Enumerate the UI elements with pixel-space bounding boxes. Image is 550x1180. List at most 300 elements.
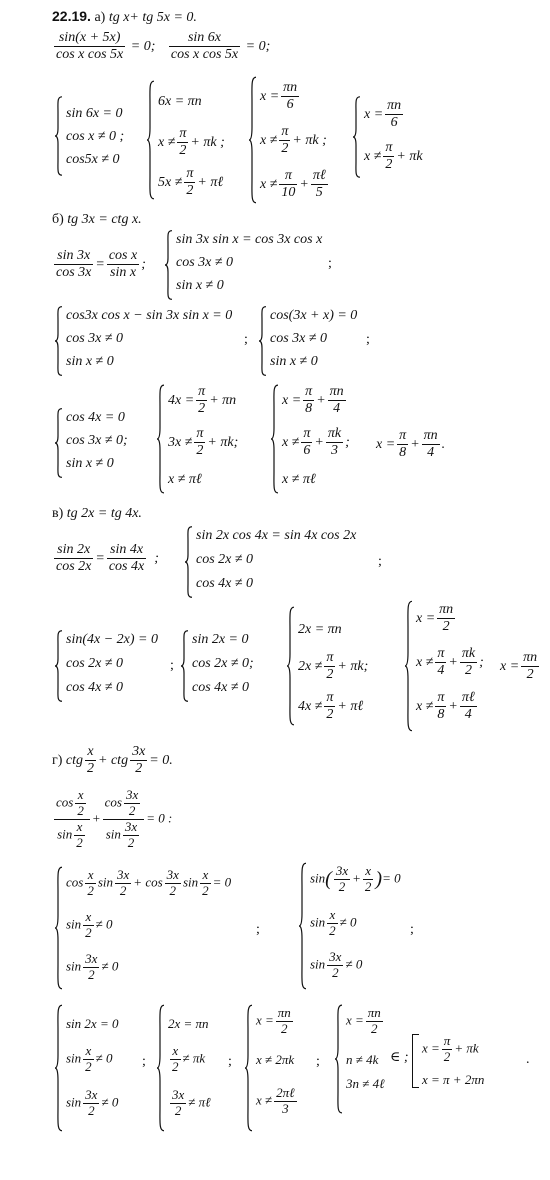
g-system-4: [156, 1004, 232, 1132]
a-s2-frac2: [184, 166, 195, 199]
two: 2: [127, 834, 135, 850]
pi: π: [184, 166, 195, 183]
bracket-icon: [412, 1034, 419, 1088]
a-s2-row2: [158, 126, 225, 159]
g-s2-row3: [310, 950, 362, 981]
g-system-3: [54, 1004, 144, 1132]
pik: πk: [326, 426, 343, 443]
b-answer: [376, 428, 445, 461]
brace-icon: [258, 306, 267, 376]
g-s4-row3: [168, 1088, 211, 1119]
x: x: [83, 1044, 94, 1060]
threex: 3x: [130, 744, 147, 761]
two: 2: [338, 878, 346, 894]
threex: 3x: [329, 949, 342, 964]
b-s6-plus2: +: [314, 434, 324, 450]
two: 2: [174, 1102, 182, 1118]
a-s1-row3: cos5x ≠ 0: [66, 152, 120, 167]
g-sub3: [124, 788, 140, 819]
g-s5-row2: x ≠ 2πk: [256, 1052, 295, 1067]
a-s3-frac3: [279, 168, 297, 201]
g-s4-f2: [170, 1088, 186, 1119]
eight: 8: [437, 707, 445, 723]
v-frac-l-num: sin 2x: [54, 542, 93, 559]
v-s3-row1: sin 2x = 0: [192, 632, 249, 647]
twopil: 2πℓ: [276, 1085, 295, 1100]
v-s5-frac3: [460, 646, 477, 679]
two: 2: [326, 707, 334, 723]
g-s1-f6: [83, 952, 99, 983]
two: 2: [77, 802, 84, 818]
b-frac-l: [54, 248, 93, 281]
a-s2-frac: [177, 126, 188, 159]
two: 2: [442, 619, 450, 635]
b-s2-row3: sin x ≠ 0: [66, 354, 114, 369]
two: 2: [172, 1058, 179, 1074]
x-eq: x =: [422, 1040, 440, 1056]
b-s4-row3: sin x ≠ 0: [66, 456, 114, 471]
b-s6-row2: [282, 426, 350, 459]
a-s3-frac2: [279, 124, 290, 157]
g-s1-row3: [66, 952, 118, 983]
b-s4-row2: cos 3x ≠ 0;: [66, 433, 128, 448]
x: x: [83, 910, 94, 926]
a-s3-plus: +: [299, 176, 309, 192]
b-s6-row3: x ≠ πℓ: [282, 472, 316, 487]
b-s6-row1: [282, 384, 348, 417]
threex: 3x: [117, 867, 130, 882]
x: x: [75, 788, 86, 804]
b-s6-plus: +: [316, 392, 326, 408]
two: 2: [385, 157, 393, 173]
v-fraction-line: [52, 542, 159, 575]
v-s5-x: x =: [416, 610, 436, 626]
v-semi-3: ;: [170, 658, 174, 673]
eight: 8: [399, 445, 407, 461]
v-s4-frac2: [324, 690, 335, 723]
b-system-2: [54, 306, 254, 376]
two: 2: [198, 401, 206, 417]
brace-icon: [244, 1004, 253, 1132]
plus-cos: + cos: [133, 874, 163, 890]
v-s5-frac4: [435, 690, 446, 723]
brace-icon: [164, 230, 173, 300]
g-s3-f2: [83, 1088, 99, 1119]
v-frac-r-den: cos 4x: [108, 559, 145, 575]
part-v-header: [52, 506, 142, 523]
b-system-3: [258, 306, 378, 376]
v-s2-row1: sin(4x − 2x) = 0: [66, 632, 158, 647]
v-s1-row1: sin 2x cos 4x = sin 4x cos 2x: [196, 528, 357, 543]
paren-close: ): [375, 867, 383, 890]
a-s3-row1: [260, 80, 301, 113]
pi: π: [435, 646, 446, 663]
b-system-6: [270, 384, 380, 494]
b-s5-frac2: [194, 426, 205, 459]
three: 3: [282, 1100, 289, 1116]
two: 2: [179, 143, 187, 159]
a-frac1-den: cos x cos 5x: [56, 47, 124, 63]
g-s3-f1: [83, 1044, 94, 1075]
b-semi-4: ;: [366, 332, 370, 347]
a-frac2: [169, 30, 240, 63]
v-s5-plus2: +: [448, 698, 458, 714]
g-frac1-num: [54, 788, 90, 820]
v-eq: =: [95, 550, 105, 566]
part-v-label: в): [52, 506, 64, 521]
a-s2-row3: [158, 166, 223, 199]
sin: sin: [105, 826, 121, 842]
b-frac-r-den: sin x: [110, 265, 137, 281]
b-frac-r: [107, 248, 139, 281]
b-s5-3x: 3x ≠: [168, 434, 193, 450]
pi: π: [324, 650, 335, 667]
v-system-2: [54, 630, 174, 702]
v-s2-row2: cos 2x ≠ 0: [66, 656, 124, 671]
g-s5-row1: [256, 1006, 295, 1037]
g-s3-row2: [66, 1044, 113, 1075]
v-system-3: [180, 630, 280, 702]
g-s3-row3: [66, 1088, 118, 1119]
problem-header: [52, 8, 197, 27]
two: 2: [202, 882, 209, 898]
brace-icon: [146, 80, 155, 200]
b-frac-l-num: sin 3x: [54, 248, 93, 265]
two: 2: [85, 924, 92, 940]
x-neq: x ≠: [256, 1092, 273, 1108]
g-eq0-colon: = 0 :: [146, 810, 173, 826]
brace-icon: [156, 384, 165, 494]
b-s5-row2: [168, 426, 238, 459]
eq0: = 0: [212, 874, 232, 890]
brace-icon: [54, 306, 63, 376]
v-s4-row3: [298, 690, 363, 723]
a-s3-row2: [260, 124, 327, 157]
g-sub4: [123, 820, 139, 851]
a-s3-frac1: [281, 80, 299, 113]
v-s4-frac1: [324, 650, 335, 683]
b-eq: =: [95, 256, 105, 272]
g-s1-f4: [200, 868, 211, 899]
pi: π: [279, 124, 290, 141]
g-s2-f1: [334, 864, 350, 895]
brace-icon: [180, 630, 189, 702]
g-semi-5: ;: [316, 1054, 320, 1069]
brace-icon: [184, 526, 193, 598]
four: 4: [333, 401, 341, 417]
v-s5-frac5: [460, 690, 477, 723]
g-s4-f1: [170, 1044, 181, 1075]
a-s2-5x: 5x ≠: [158, 174, 183, 190]
b-system-5: [156, 384, 266, 494]
part-b-equation: tg 3x = ctg x.: [67, 212, 142, 227]
pi: π: [303, 384, 314, 401]
a-s4-pik: + πk: [396, 148, 423, 164]
pi: π: [435, 690, 446, 707]
g-system-2: [298, 862, 428, 990]
g-s2-f4: [327, 950, 343, 981]
g-s1-row2: [66, 910, 113, 941]
v-frac-r: [107, 542, 146, 575]
a-s4-row1: [364, 98, 405, 131]
g-semi-2: ;: [410, 922, 414, 937]
two: 2: [169, 882, 177, 898]
b-system-4: [54, 408, 154, 478]
b-s5-pin: + πn: [209, 392, 237, 408]
b-ans-dot: .: [441, 436, 446, 452]
g-system-5: [244, 1004, 324, 1132]
eq0: = 0: [382, 870, 401, 886]
b-s6-frac2: [328, 384, 346, 417]
b-s5-frac1: [196, 384, 207, 417]
a-s3-neq: x ≠: [260, 132, 278, 148]
x: x: [85, 868, 96, 884]
v-s4-row1: 2x = πn: [298, 622, 342, 637]
v-s5-row2: [416, 646, 484, 679]
brace-icon: [248, 76, 257, 204]
brace-icon: [54, 96, 63, 176]
g-in-semi: ∈ ;: [390, 1050, 409, 1065]
g-frac2-num: [103, 788, 145, 820]
paren-open: (: [325, 867, 332, 890]
g-s2-f2: [363, 864, 374, 895]
sin: sin: [310, 956, 326, 972]
a-s3-x: x =: [260, 88, 280, 104]
v-s5-neq: x ≠: [416, 654, 434, 670]
g-s1-f1: [85, 868, 96, 899]
g-s1-f5: [83, 910, 94, 941]
b-s5-4x: 4x =: [168, 392, 195, 408]
g-plus-ctg: + ctg: [98, 752, 129, 768]
g-s1-f2: [115, 868, 131, 899]
pi: π: [194, 426, 205, 443]
two: 2: [135, 761, 143, 777]
four: 4: [437, 663, 445, 679]
v-s4-pil: + πℓ: [337, 698, 364, 714]
b-s5-row3: x ≠ πℓ: [168, 472, 202, 487]
v-s5-semi: ;: [479, 654, 484, 670]
v-s3-row3: cos 4x ≠ 0: [192, 680, 250, 695]
g-s1-row1: [66, 868, 231, 899]
b-s1-row3: sin x ≠ 0: [176, 278, 224, 293]
pin: πn: [521, 650, 539, 667]
b-s1-row1: sin 3x sin x = cos 3x cos x: [176, 232, 323, 247]
v-frac-r-num: sin 4x: [107, 542, 146, 559]
part-b-label: б): [52, 212, 64, 227]
g-s5-f2: [274, 1086, 296, 1117]
neq0: ≠ 0: [345, 956, 363, 972]
g-s6-f1: [366, 1006, 383, 1037]
b-ans-x: x =: [376, 436, 396, 452]
b-semi: ;: [141, 256, 146, 272]
v-s4-2x: 2x ≠: [298, 658, 323, 674]
sin: sin: [66, 958, 82, 974]
g-head-frac2: [130, 744, 147, 777]
a-s4-frac1: [385, 98, 403, 131]
three: 3: [330, 443, 338, 459]
v-semi: ;: [154, 550, 159, 566]
v-s3-row2: cos 2x ≠ 0;: [192, 656, 254, 671]
v-semi-2: ;: [378, 554, 382, 569]
two: 2: [281, 1020, 288, 1036]
pik: πk: [460, 646, 477, 663]
a-eq0a: = 0;: [130, 38, 156, 54]
two: 2: [76, 834, 83, 850]
g-final-dot: .: [526, 1052, 530, 1067]
pi: π: [383, 140, 394, 157]
part-a-equation: tg x+ tg 5x = 0.: [108, 10, 197, 25]
b-s3-row1: cos(3x + x) = 0: [270, 308, 358, 323]
g-s7-row1: [422, 1034, 479, 1065]
pin: πn: [328, 384, 346, 401]
pi: π: [443, 1033, 451, 1048]
neq0: ≠ 0: [339, 914, 357, 930]
g-s5-row3: [256, 1086, 299, 1117]
neq0: ≠ 0: [95, 1050, 113, 1066]
a-s3-pik: + πk ;: [292, 132, 327, 148]
sin: sin: [66, 1094, 82, 1110]
two: 2: [326, 667, 334, 683]
g-system-1: [54, 866, 264, 990]
g-s2-f3: [327, 908, 338, 939]
b-s6-semi: ;: [345, 434, 350, 450]
a-s1-row2: cos x ≠ 0 ;: [66, 129, 125, 144]
b-s6-neq: x ≠: [282, 434, 300, 450]
a-system-3: [248, 76, 348, 204]
b-s6-x: x =: [282, 392, 302, 408]
a-system-4: [352, 96, 452, 178]
g-s7-row2: x = π + 2πn: [422, 1072, 485, 1087]
b-s5-row1: [168, 384, 236, 417]
g-s6-row3: 3n ≠ 4ℓ: [346, 1076, 385, 1091]
brace-icon: [298, 862, 307, 990]
ten: 10: [281, 185, 296, 201]
v-s2-row3: cos 4x ≠ 0: [66, 680, 124, 695]
threex: 3x: [166, 867, 179, 882]
v-system-4: [286, 606, 396, 726]
v-ans-x: x =: [500, 658, 520, 674]
a-s4-row2: [364, 140, 423, 173]
x: x: [363, 864, 374, 880]
sin: sin: [310, 914, 326, 930]
part-g-header: [52, 744, 173, 777]
a-s2-neq: x ≠: [158, 134, 176, 150]
a-s1-row1: sin 6x = 0: [66, 106, 123, 121]
b-s2-row1: cos3x cos x − sin 3x sin x = 0: [66, 308, 233, 323]
two: 2: [186, 183, 194, 199]
x-eq: x =: [346, 1012, 364, 1028]
threex: 3x: [125, 787, 139, 802]
a-s2-pil: + πℓ: [197, 174, 224, 190]
brace-icon: [54, 866, 63, 990]
g-s6-row2: n ≠ 4k: [346, 1052, 379, 1067]
g-semi-3: ;: [142, 1054, 146, 1069]
x: x: [170, 1044, 181, 1060]
v-system-1: [184, 526, 384, 598]
g-semi-4: ;: [228, 1054, 232, 1069]
two: 2: [364, 878, 372, 894]
part-a-label: а): [94, 10, 106, 25]
brace-icon: [270, 384, 279, 494]
g-s2-row1: [310, 864, 401, 895]
neq-pik: ≠ πk: [182, 1050, 206, 1066]
a-fraction-line: [52, 30, 270, 63]
pin: πn: [367, 1005, 381, 1020]
v-s1-row3: cos 4x ≠ 0: [196, 576, 254, 591]
b-semi-2: ;: [328, 256, 332, 271]
two: 2: [88, 1102, 95, 1118]
six: 6: [390, 115, 398, 131]
two: 2: [128, 802, 136, 818]
pin: πn: [385, 98, 403, 115]
a-system-1: [54, 96, 144, 176]
g-sub1: [75, 788, 86, 819]
a-s4-x: x =: [364, 106, 384, 122]
v-s4-row2: [298, 650, 368, 683]
threex: 3x: [335, 863, 349, 878]
v-s5-row3: [416, 690, 479, 723]
g-frac2: [103, 788, 145, 851]
pin: πn: [281, 80, 299, 97]
two: 2: [119, 882, 127, 898]
cos: cos: [66, 874, 84, 890]
pil: πℓ: [460, 690, 477, 707]
two: 2: [443, 1048, 451, 1064]
sin: sin: [66, 1050, 82, 1066]
a-frac1-num: sin(x + 5x): [54, 30, 125, 47]
v-s4-pik: + πk;: [337, 658, 369, 674]
two: 2: [196, 443, 204, 459]
v-s1-row2: cos 2x ≠ 0: [196, 552, 254, 567]
b-system-1: [164, 230, 344, 300]
g-s5-f1: [276, 1006, 293, 1037]
pi: π: [301, 426, 312, 443]
g-frac2-den: [103, 820, 145, 851]
sin: sin: [97, 874, 114, 890]
two: 2: [87, 882, 94, 898]
four: 4: [464, 707, 472, 723]
a-s2-pik: + πk ;: [190, 134, 225, 150]
five: 5: [315, 185, 323, 201]
sin: sin: [66, 916, 82, 932]
a-frac2-num: sin 6x: [169, 30, 240, 47]
two: 2: [88, 966, 95, 982]
v-answer: [500, 650, 541, 683]
two: 2: [526, 667, 534, 683]
g-ctg: ctg: [65, 752, 84, 768]
brace-icon: [334, 1004, 343, 1114]
g-system-7: [412, 1034, 532, 1092]
v-frac-l: [54, 542, 93, 575]
a-s3-row3: [260, 168, 330, 201]
x: x: [200, 868, 211, 884]
sin: sin: [310, 870, 326, 886]
eight: 8: [305, 401, 313, 417]
x: x: [327, 908, 338, 924]
a-frac2-den: cos x cos 5x: [170, 47, 239, 63]
g-s3-row1: sin 2x = 0: [66, 1016, 119, 1031]
pi: π: [397, 428, 408, 445]
pi: π: [324, 690, 335, 707]
v-system-5: [404, 600, 504, 732]
a-s2-row1: 6x = πn: [158, 94, 202, 109]
g-eq0: = 0.: [149, 752, 173, 768]
v-frac-l-den: cos 2x: [56, 559, 92, 575]
neq0: ≠ 0: [101, 958, 119, 974]
pil: πℓ: [311, 168, 328, 185]
six: 6: [286, 97, 294, 113]
g-s6-row1: [346, 1006, 385, 1037]
